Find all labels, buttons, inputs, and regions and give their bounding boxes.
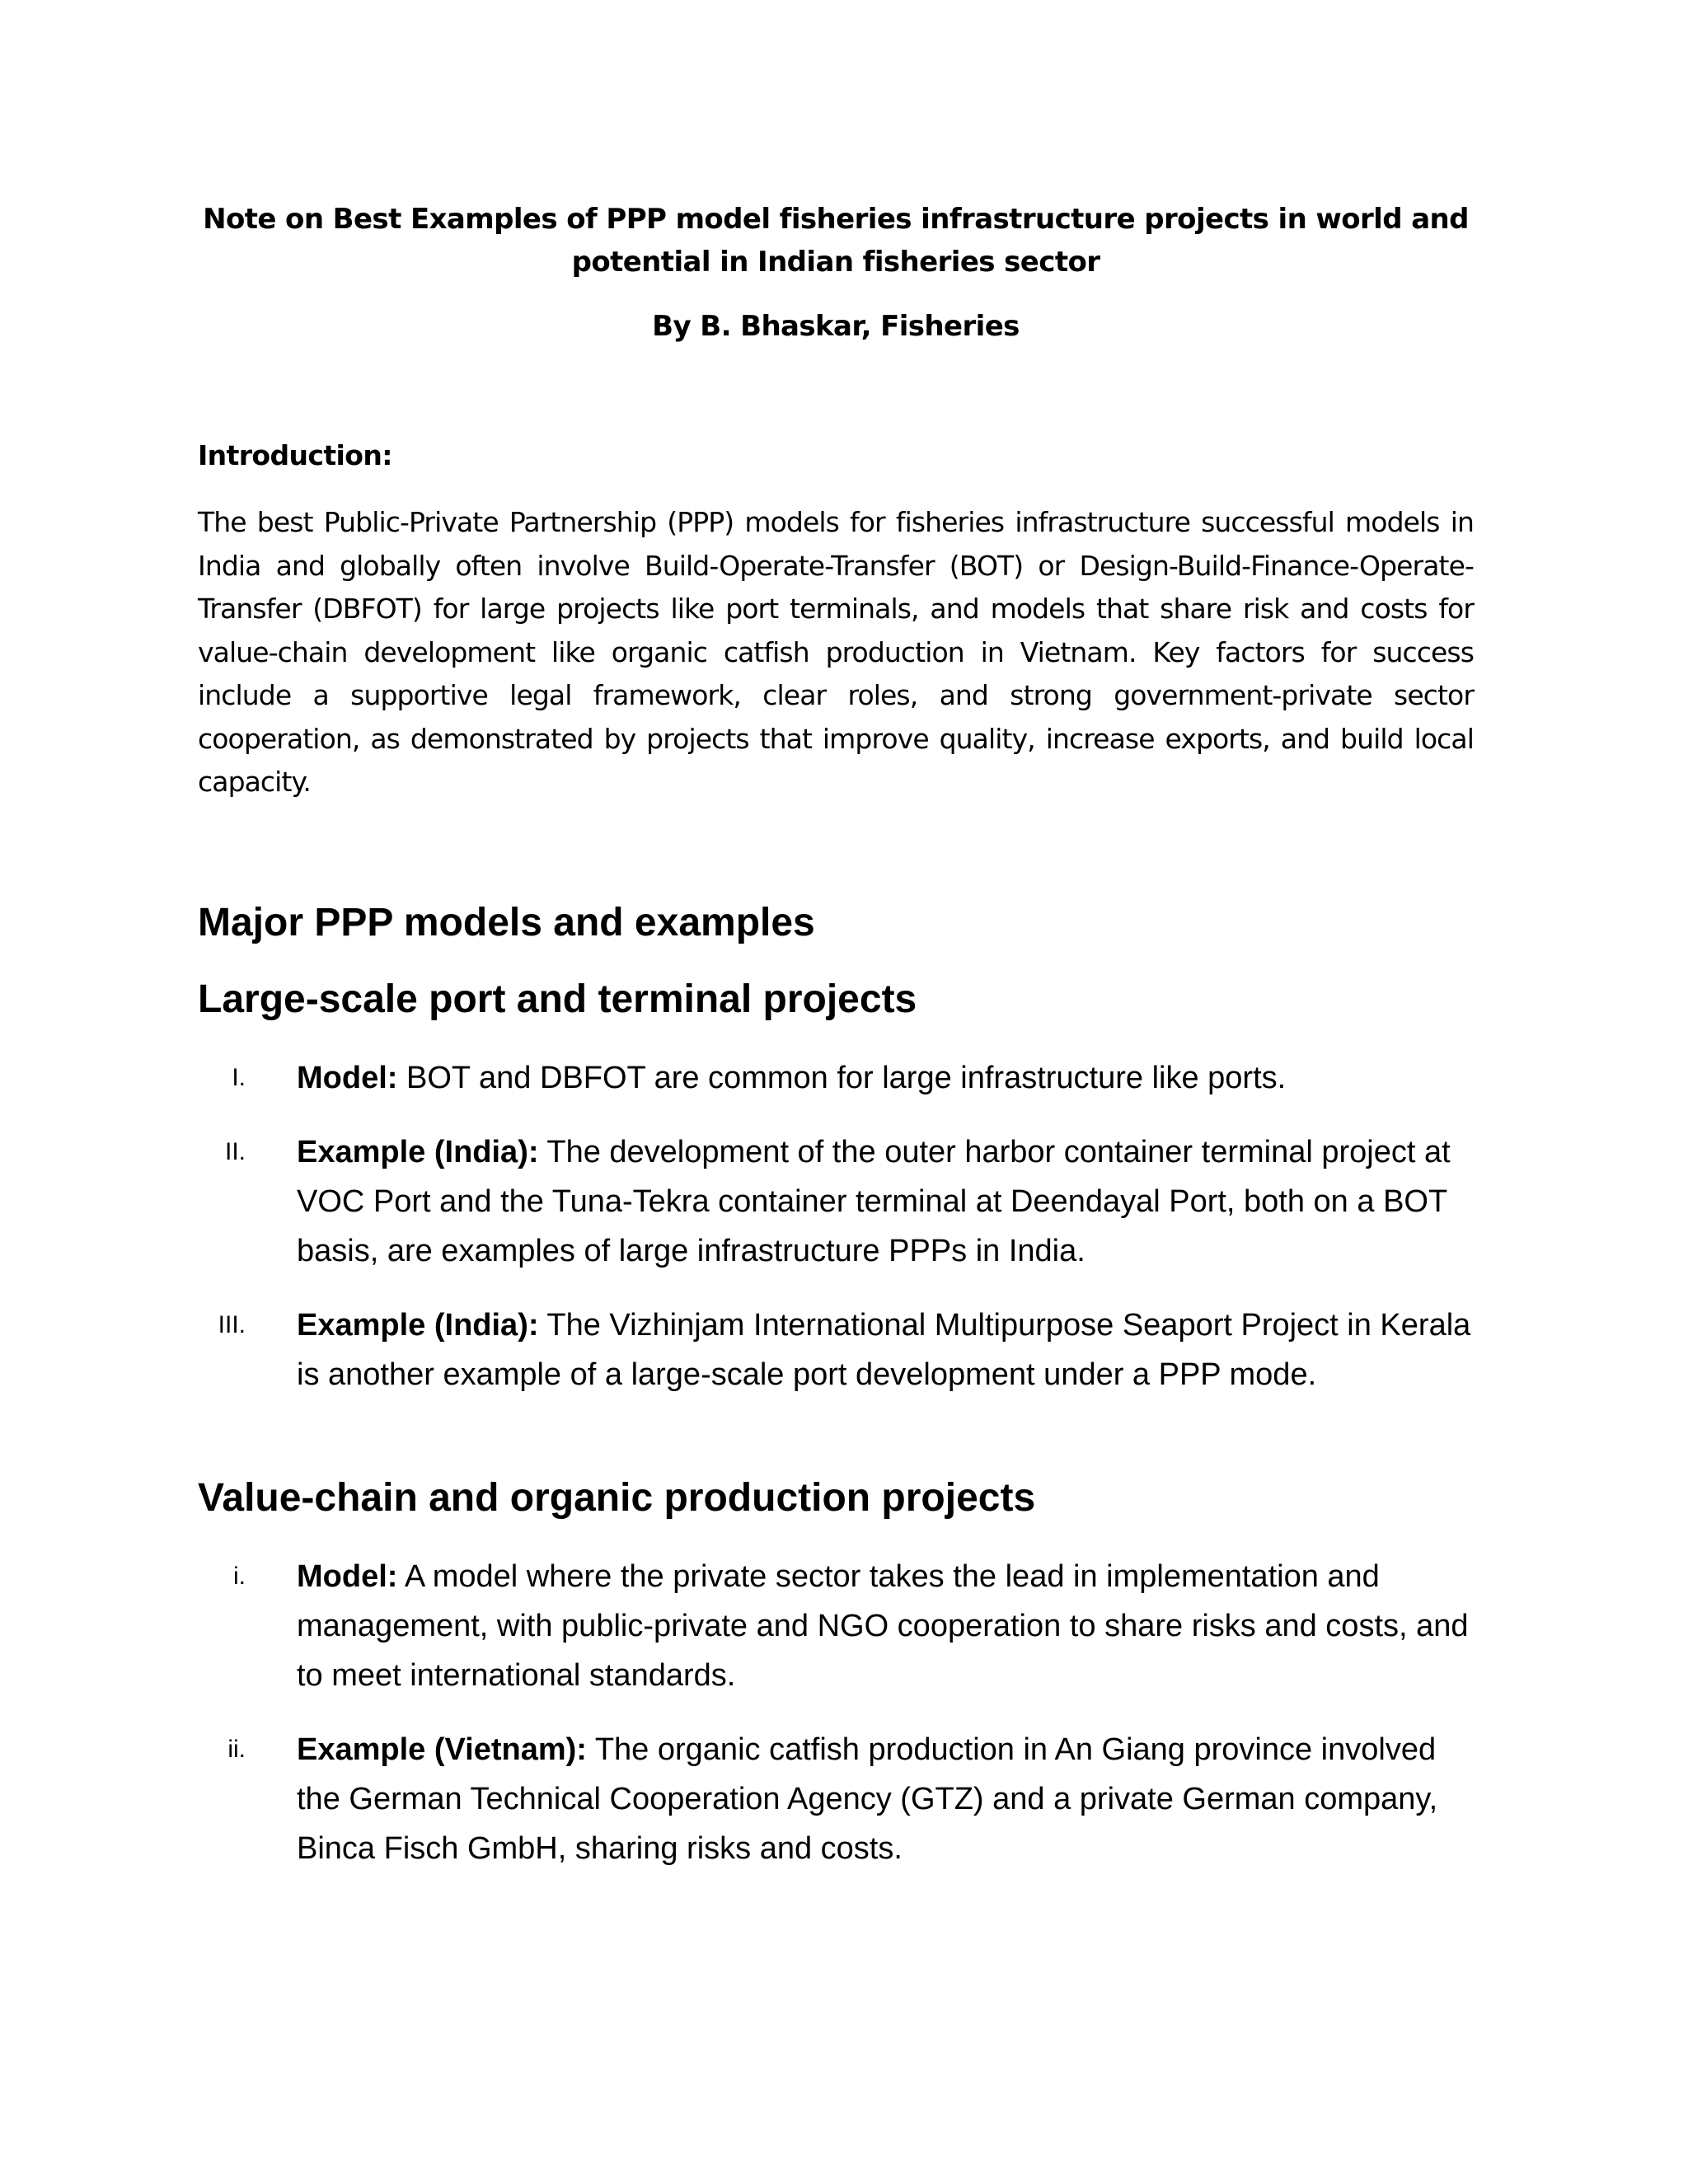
list-item-label: Model: — [297, 1559, 398, 1594]
list-item — [198, 1301, 1474, 1399]
value-chain-heading: Value-chain and organic production projects — [198, 1476, 1036, 1520]
list-item-text: The Vizhinjam International Multipurpose Seaport Project in Kerala is another example of a large-scale port development under a PPP mode. — [297, 1308, 1471, 1392]
list-item — [198, 1127, 1474, 1276]
list-item-label: Example (India): — [297, 1308, 539, 1343]
introduction-heading: Introduction: — [198, 439, 392, 471]
list-item — [198, 1725, 1474, 1873]
list-item-label: Model: — [297, 1061, 398, 1095]
list-item — [198, 1552, 1474, 1700]
list-item-number: ii. — [227, 1736, 246, 1763]
list-item-label: Example (Vietnam): — [297, 1732, 587, 1767]
list-item-number: III. — [218, 1311, 246, 1338]
list-item-number: i. — [233, 1563, 246, 1590]
list-item-label: Example (India): — [297, 1135, 539, 1169]
list-item-text: The organic catfish production in An Giang province involved the German Technical Cooperation Agency (GTZ) and a private German company, Binca Fisch GmbH, sharing risks and costs. — [297, 1732, 1438, 1866]
list-item-text: BOT and DBFOT are common for large infrastructure like ports. — [397, 1061, 1287, 1095]
list-item — [198, 1053, 1474, 1103]
major-models-heading: Major PPP models and examples — [198, 901, 815, 944]
list-item-text: The development of the outer harbor container terminal project at VOC Port and the Tuna-Tekra container terminal at Deendayal Port, both on a BOT basis, are examples of large infrastructure PPPs in India. — [297, 1135, 1451, 1268]
list-item-number: I. — [232, 1064, 246, 1091]
introduction-paragraph: The best Public-Private Partnership (PPP) models for fisheries infrastructure successful models in India and globally often involve Build-Operate-Transfer (BOT) or Design-Build-Finance-Operate-Transfer (DBFOT) for large projects like port terminals, and models that share risk and costs for value-chain development like organic catfish production in Vietnam. Key factors for success include a supportive legal framework, clear roles, and strong government-private sector cooperation, as demonstrated by projects that improve quality, increase exports, and build local capacity. — [198, 506, 1474, 798]
large-scale-heading: Large-scale port and terminal projects — [198, 977, 917, 1021]
list-item-number: II. — [224, 1138, 246, 1165]
large-scale-list — [198, 1053, 1474, 1424]
value-chain-list — [198, 1552, 1474, 1898]
list-item-text: A model where the private sector takes the lead in implementation and management, with public-private and NGO cooperation to share risks and costs, and to meet international standards. — [297, 1559, 1469, 1693]
document-byline: By B. Bhaskar, Fisheries — [652, 310, 1020, 343]
document-title: Note on Best Examples of PPP model fisheries infrastructure projects in world and potential in Indian fisheries sector — [203, 203, 1469, 279]
